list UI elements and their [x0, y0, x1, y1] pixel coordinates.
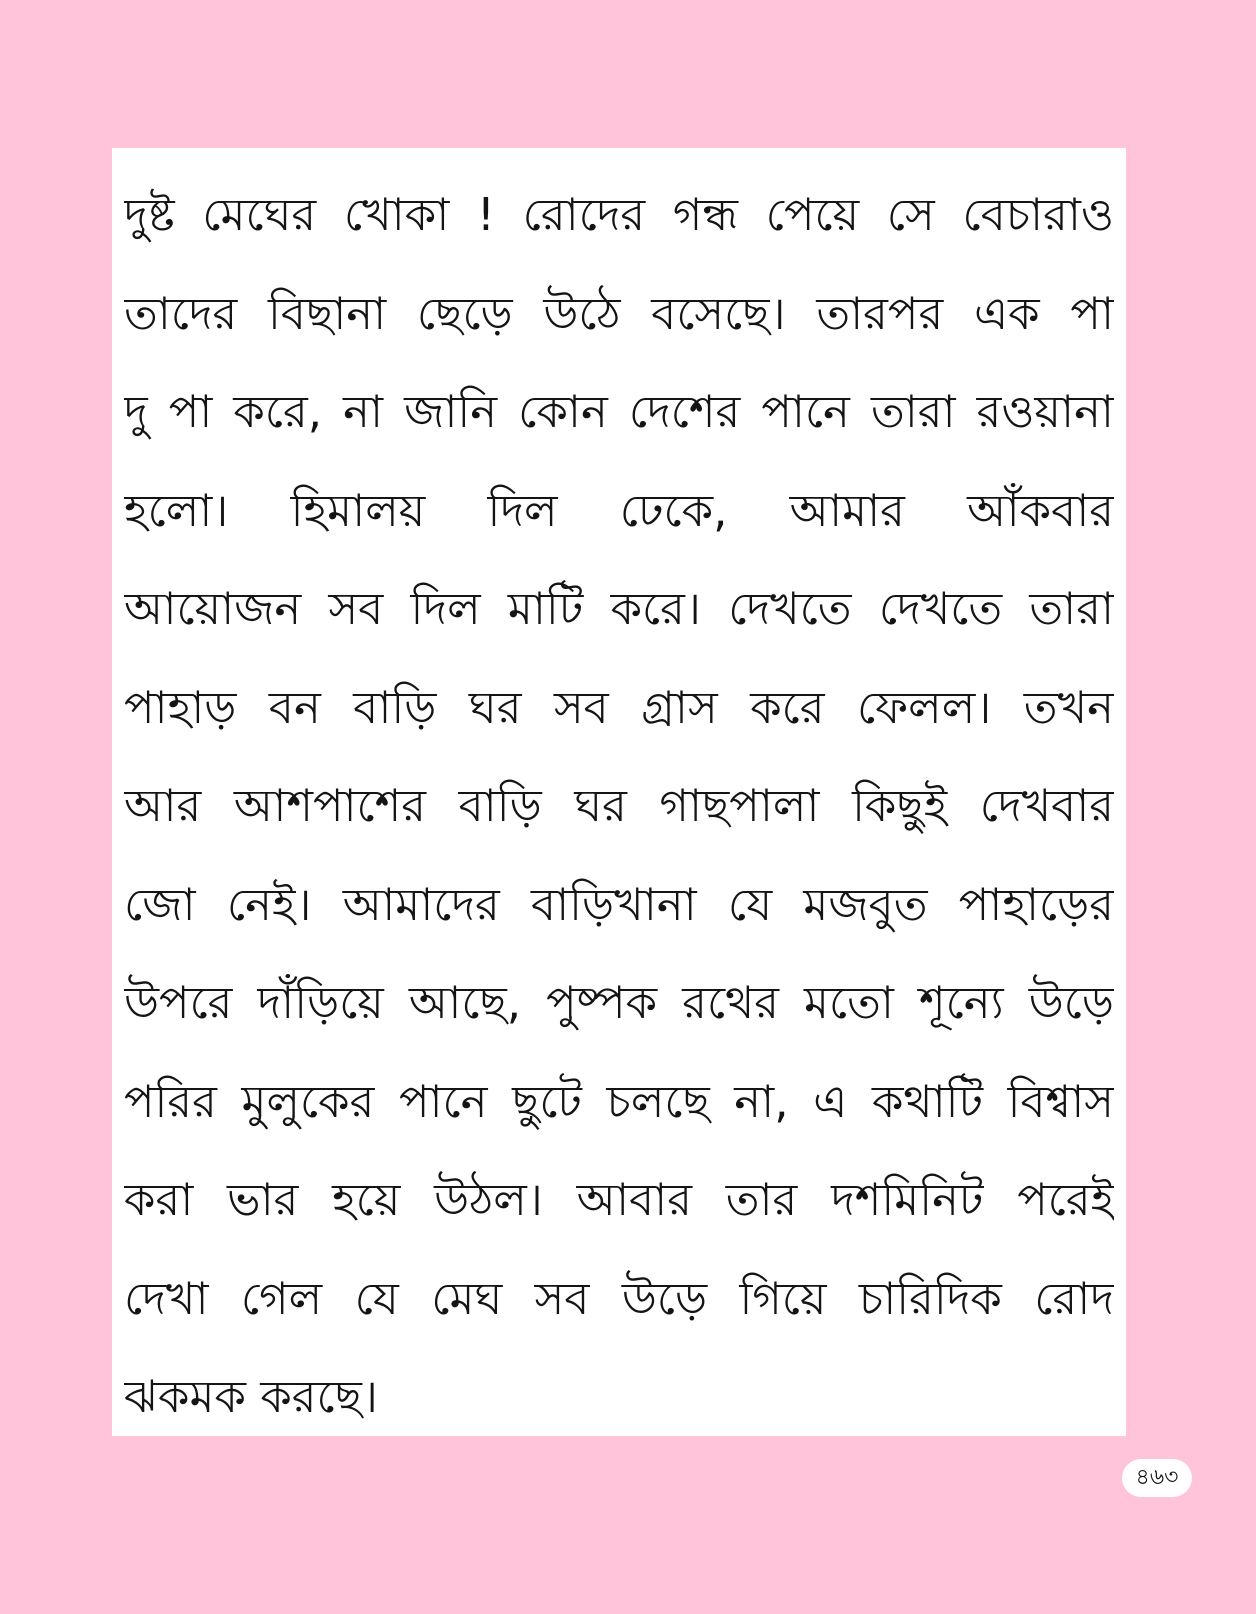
text-line-8: জো নেই। আমাদের বাড়িখানা যে মজবুত পাহাড়ের	[124, 877, 1114, 931]
text-line-6: পাহাড় বন বাড়ি ঘর সব গ্রাস করে ফেলল। তখন	[124, 680, 1114, 734]
text-line-2: তাদের বিছানা ছেড়ে উঠে বসেছে। তারপর এক পা	[124, 286, 1114, 340]
text-panel	[112, 148, 1126, 1436]
text-line-5: আয়োজন সব দিল মাটি করে। দেখতে দেখতে তারা	[124, 582, 1114, 635]
text-line-11: করা ভার হয়ে উঠল। আবার তার দশমিনিট পরেই	[124, 1173, 1114, 1226]
text-line-12: দেখা গেল যে মেঘ সব উড়ে গিয়ে চারিদিক রোদ	[124, 1271, 1114, 1325]
text-line-9: উপরে দাঁড়িয়ে আছে, পুষ্পক রথের মতো শূন্যে উড়ে	[124, 976, 1114, 1029]
text-line-10: পরির মুলুকের পানে ছুটে চলছে না, এ কথাটি বিশ্বাস	[124, 1074, 1114, 1128]
text-line-13: ঝকমক করছে।	[124, 1370, 378, 1423]
page-number: ৪৬৩	[1122, 1459, 1192, 1497]
text-line-3: দু পা করে, না জানি কোন দেশের পানে তারা রওয়ানা	[124, 385, 1114, 438]
text-line-1: দুষ্ট মেঘের খোকা ! রোদের গন্ধ পেয়ে সে বেচারাও	[124, 188, 1114, 241]
text-line-4: হলো। হিমালয় দিল ঢেকে, আমার আঁকবার	[124, 483, 1114, 537]
text-line-7: আর আশপাশের বাড়ি ঘর গাছপালা কিছুই দেখবার	[124, 779, 1114, 832]
